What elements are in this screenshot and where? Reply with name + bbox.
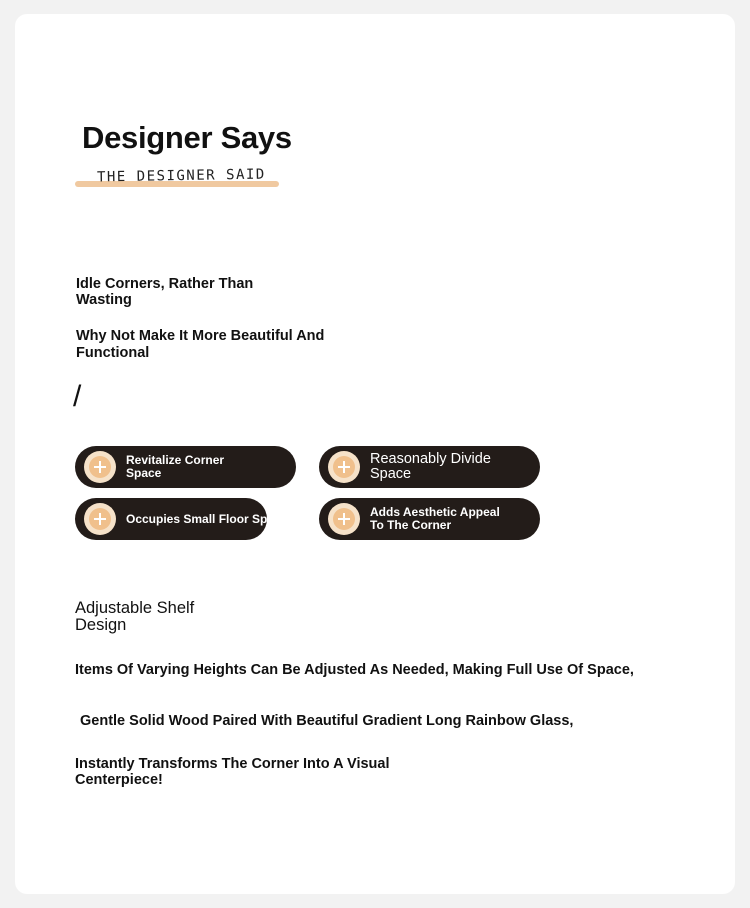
page-subtitle: THE DESIGNER SAID (96, 166, 266, 186)
feature-pill-revitalize (75, 446, 296, 488)
feature-label (370, 452, 491, 482)
page-title: Designer Says (82, 120, 292, 155)
feature-pill-divide (319, 446, 540, 488)
feature-label-line2: Space (370, 466, 412, 482)
feature-label (126, 454, 224, 479)
feature-pill-aesthetic (319, 498, 540, 540)
plus-circle-icon (328, 503, 360, 535)
subtitle-block (75, 164, 279, 190)
section-title-line1: Adjustable Shelf (75, 599, 195, 617)
feature-label-line2: Space (126, 466, 162, 480)
feature-label-line1: Revitalize Corner (126, 453, 225, 468)
shelf-description-3b: Centerpiece! (75, 772, 163, 788)
plus-circle-icon (84, 451, 116, 483)
plus-circle-icon (84, 503, 116, 535)
feature-label (370, 506, 500, 531)
feature-label-line2: To The Corner (370, 518, 452, 532)
feature-label-line1: Reasonably Divide (370, 450, 491, 467)
shelf-description-1: Items Of Varying Heights Can Be Adjusted As Needed, Making Full Use Of Space, (75, 662, 634, 678)
feature-label (126, 513, 287, 526)
intro-line-1b: Wasting (76, 292, 132, 308)
feature-label-line1: Adds Aesthetic Appeal (370, 505, 500, 520)
intro-line-2b: Functional (76, 345, 150, 361)
intro-line-2a: Why Not Make It More Beautiful And (76, 328, 325, 344)
intro-line-1a: Idle Corners, Rather Than (76, 276, 254, 292)
feature-pill-floor-space (75, 498, 288, 540)
section-title-line2: Design (75, 616, 127, 634)
plus-circle-icon (328, 451, 360, 483)
separator-slash: / (73, 380, 82, 413)
shelf-description-3a: Instantly Transforms The Corner Into A Visual (75, 756, 390, 772)
feature-label-line1: Occupies Small Floor Space (126, 511, 288, 526)
shelf-description-2: Gentle Solid Wood Paired With Beautiful Gradient Long Rainbow Glass, (80, 713, 574, 729)
